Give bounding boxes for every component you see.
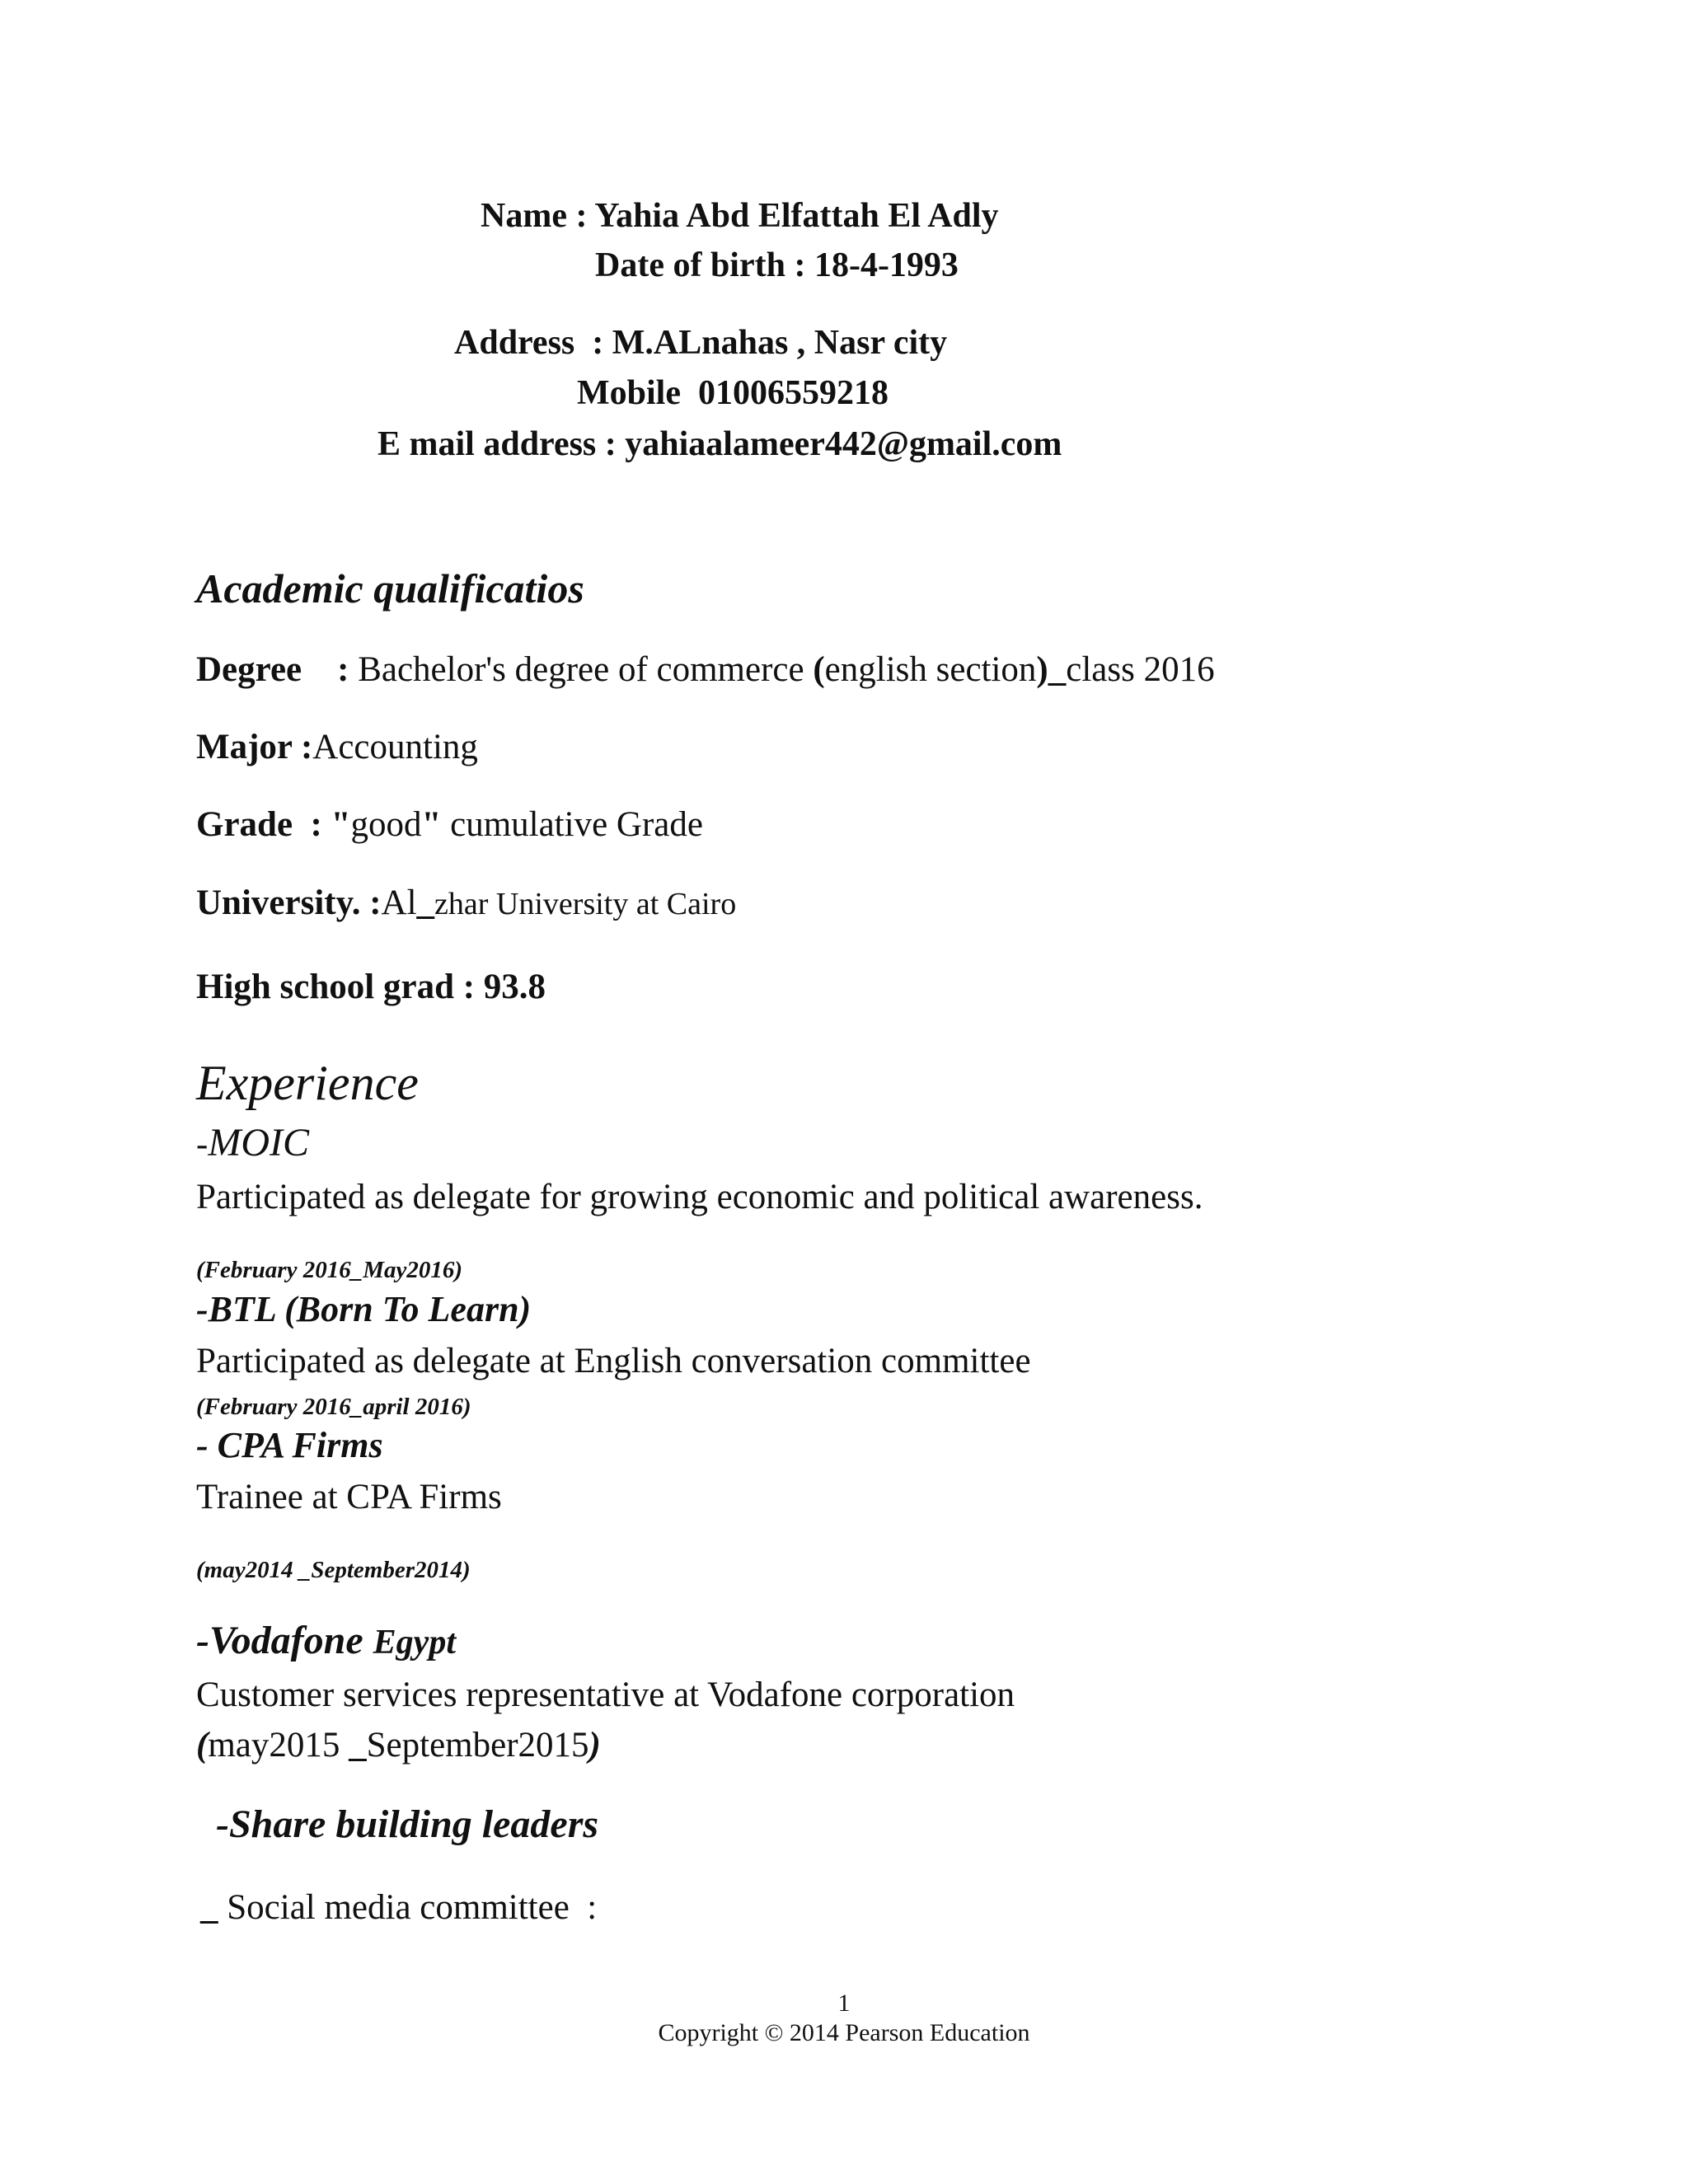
email-line: [377, 424, 1062, 464]
exp-cpa-title: - CPA Firms: [196, 1425, 383, 1465]
grade-label: Grade :: [196, 805, 331, 844]
exp-moic-period: (February 2016_May2016): [196, 1257, 463, 1283]
exp-btl-description: Participated as delegate at English conversation committee: [196, 1342, 1031, 1380]
exp-vodafone-description: Customer services representative at Vodafone corporation: [196, 1675, 1015, 1714]
address-value: M.ALnahas , Nasr city: [612, 324, 948, 362]
university-value-b: zhar University at Cairo: [434, 887, 737, 921]
mobile-label: Mobile: [577, 374, 698, 412]
exp-share-description: [200, 1887, 597, 1928]
exp-btl-title: -BTL (Born To Learn): [196, 1289, 532, 1329]
exp-vodafone-period-value-b: September2015: [366, 1726, 589, 1765]
degree-paren-open: (: [813, 650, 825, 689]
address-line: [454, 323, 947, 363]
exp-vodafone-org-b: Egypt: [373, 1624, 456, 1661]
exp-vodafone-title: [196, 1618, 456, 1663]
name-line: [481, 196, 999, 236]
exp-moic-prefix: -: [196, 1125, 209, 1164]
exp-btl-period: (February 2016_april 2016): [196, 1394, 471, 1420]
page-number: 1: [837, 1990, 851, 2017]
exp-share-title: -Share building leaders: [216, 1802, 599, 1846]
exp-share-underscore: _: [200, 1888, 218, 1927]
exp-vodafone-period: [196, 1725, 601, 1765]
degree-value-c: class 2016: [1066, 650, 1215, 689]
experience-title: Experience: [196, 1056, 419, 1110]
degree-value-b: english section: [824, 650, 1037, 689]
exp-moic-org: MOIC: [208, 1121, 309, 1165]
dob-label: Date of birth :: [595, 246, 814, 284]
name-value: Yahia Abd Elfattah El Adly: [594, 197, 999, 235]
exp-vodafone-period-open: (: [196, 1726, 209, 1765]
exp-vodafone-org-a: -Vodafone: [196, 1619, 373, 1662]
major-value: Accounting: [312, 728, 478, 766]
dob-line: [595, 246, 959, 285]
grade-suffix: cumulative Grade: [441, 805, 703, 844]
exp-vodafone-period-value: may2015: [208, 1726, 349, 1765]
exp-vodafone-period-underscore: _: [349, 1726, 367, 1765]
exp-moic-title: [196, 1120, 309, 1165]
exp-moic-description: Participated as delegate for growing economic and political awareness.: [196, 1178, 1203, 1216]
dob-value: 18-4-1993: [814, 246, 959, 284]
email-value[interactable]: yahiaalameer442@gmail.com: [625, 425, 1062, 463]
exp-vodafone-period-close: ): [588, 1726, 601, 1765]
name-label: Name :: [481, 197, 595, 235]
university-underscore: _: [416, 883, 435, 922]
academic-title: Academic qualificatios: [196, 565, 584, 612]
major-line: [196, 727, 478, 767]
degree-line: [196, 649, 1215, 690]
email-label: E mail address :: [377, 425, 626, 463]
address-label: Address :: [454, 324, 612, 362]
university-value-a: Al: [381, 883, 417, 922]
mobile-line: [577, 373, 889, 413]
grade-quote-open: ": [331, 805, 351, 844]
exp-cpa-period: (may2014 _September2014): [196, 1557, 471, 1583]
exp-share-text: Social media committee :: [218, 1888, 598, 1927]
mobile-value: 01006559218: [697, 374, 889, 412]
degree-paren-close: )_: [1036, 650, 1067, 689]
grade-line: [196, 804, 703, 845]
degree-label: Degree :: [196, 650, 359, 689]
highschool-line: High school grad : 93.8: [196, 968, 546, 1006]
degree-value-a: Bachelor's degree of commerce: [358, 650, 814, 689]
grade-quote-close: ": [421, 805, 442, 844]
university-line: [196, 883, 736, 923]
copyright-text: Copyright © 2014 Pearson Education: [658, 2019, 1030, 2046]
grade-value: good: [350, 805, 422, 844]
exp-cpa-description: Trainee at CPA Firms: [196, 1478, 502, 1516]
university-label: University. :: [196, 883, 382, 922]
major-label: Major :: [196, 728, 313, 766]
